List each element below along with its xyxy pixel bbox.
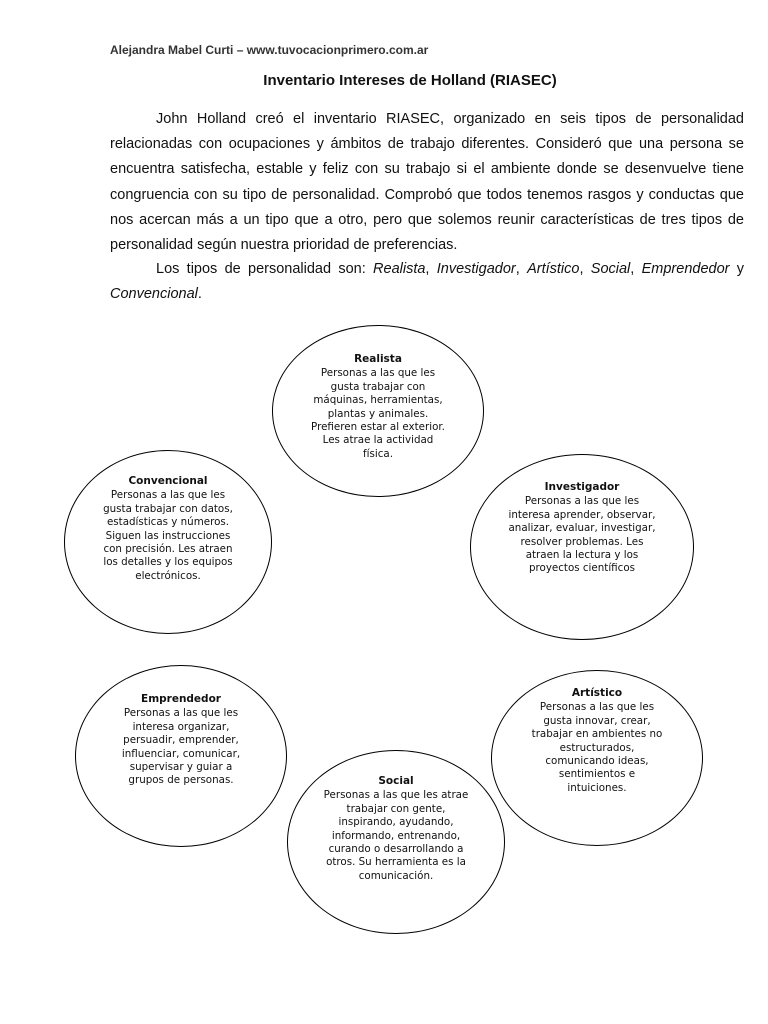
document-title: Inventario Intereses de Holland (RIASEC) xyxy=(263,72,557,89)
type-name-investigador: Investigador xyxy=(436,261,516,277)
separator: , xyxy=(425,261,437,277)
separator: , xyxy=(630,261,642,277)
type-name-emprendedor: Emprendedor xyxy=(641,261,730,277)
separator: , xyxy=(579,261,591,277)
separator: , xyxy=(515,261,528,277)
bubble-title-social: Social xyxy=(378,775,414,787)
separator: y xyxy=(729,261,745,277)
document-header: Alejandra Mabel Curti – www.tuvocacionprimero.com.ar xyxy=(110,43,429,57)
bubble-text-investigador: Personas a las que les interesa aprender, observar, analizar, evaluar, investigar, resolver problemas. Les atraen la lectura y los proyectos científicos xyxy=(508,495,656,575)
bubble-title-emprendedor: Emprendedor xyxy=(141,693,221,705)
bubble-social xyxy=(287,750,505,934)
bubble-investigador xyxy=(470,454,694,640)
bubble-emprendedor xyxy=(75,665,287,847)
bubble-text-realista: Personas a las que les gusta trabajar con máquinas, herramientas, plantas y animales. Prefieren estar al exterior. Les atrae la actividad física. xyxy=(311,367,445,460)
type-name-convencional: Convencional xyxy=(110,286,198,303)
bubble-title-investigador: Investigador xyxy=(544,481,620,493)
bubble-realista xyxy=(272,325,484,497)
type-name-artistico: Artístico xyxy=(527,261,580,277)
type-name-realista: Realista xyxy=(373,261,426,277)
bubble-text-emprendedor: Personas a las que les interesa organizar, persuadir, emprender, influenciar, comunicar, supervisar y guiar a grupos de personas. xyxy=(121,707,241,787)
bubble-text-convencional: Personas a las que les gusta trabajar con datos, estadísticas y números. Siguen las instrucciones con precisión. Les atraen los detalles y los equipos electrónicos. xyxy=(103,489,233,582)
bubble-convencional xyxy=(64,450,272,634)
type-name-social: Social xyxy=(590,261,631,277)
bubble-text-artistico: Personas a las que les gusta innovar, crear, trabajar en ambientes no estructurados, comunicando ideas, sentimientos e intuiciones. xyxy=(531,701,663,794)
bubble-title-realista: Realista xyxy=(354,353,402,365)
bubble-artistico xyxy=(491,670,703,846)
bubble-title-convencional: Convencional xyxy=(128,475,208,487)
bubble-text-social: Personas a las que les atrae trabajar con gente, inspirando, ayudando, informando, entrenando, curando o desarrollando a otros. Su herramienta es la comunicación. xyxy=(323,789,469,882)
types-paragraph xyxy=(110,257,744,307)
bubble-title-artistico: Artístico xyxy=(571,687,623,699)
separator: . xyxy=(197,286,202,303)
types-intro: Los tipos de personalidad son: xyxy=(156,261,374,277)
intro-paragraph: John Holland creó el inventario RIASEC, organizado en seis tipos de personalidad relacionadas con ocupaciones y ámbitos de trabajo diferentes. Consideró que una persona se encuentra satisfecha, estable y feliz con su trabajo si el ambiente donde se desenvuelve tiene congruencia con su tipo de personalidad. Comprobó que todos tenemos rasgos y conductas que nos acercan más a un tipo que a otro, pero que solemos reunir características de tres tipos de personalidad según nuestra prioridad de preferencias. xyxy=(110,111,744,254)
